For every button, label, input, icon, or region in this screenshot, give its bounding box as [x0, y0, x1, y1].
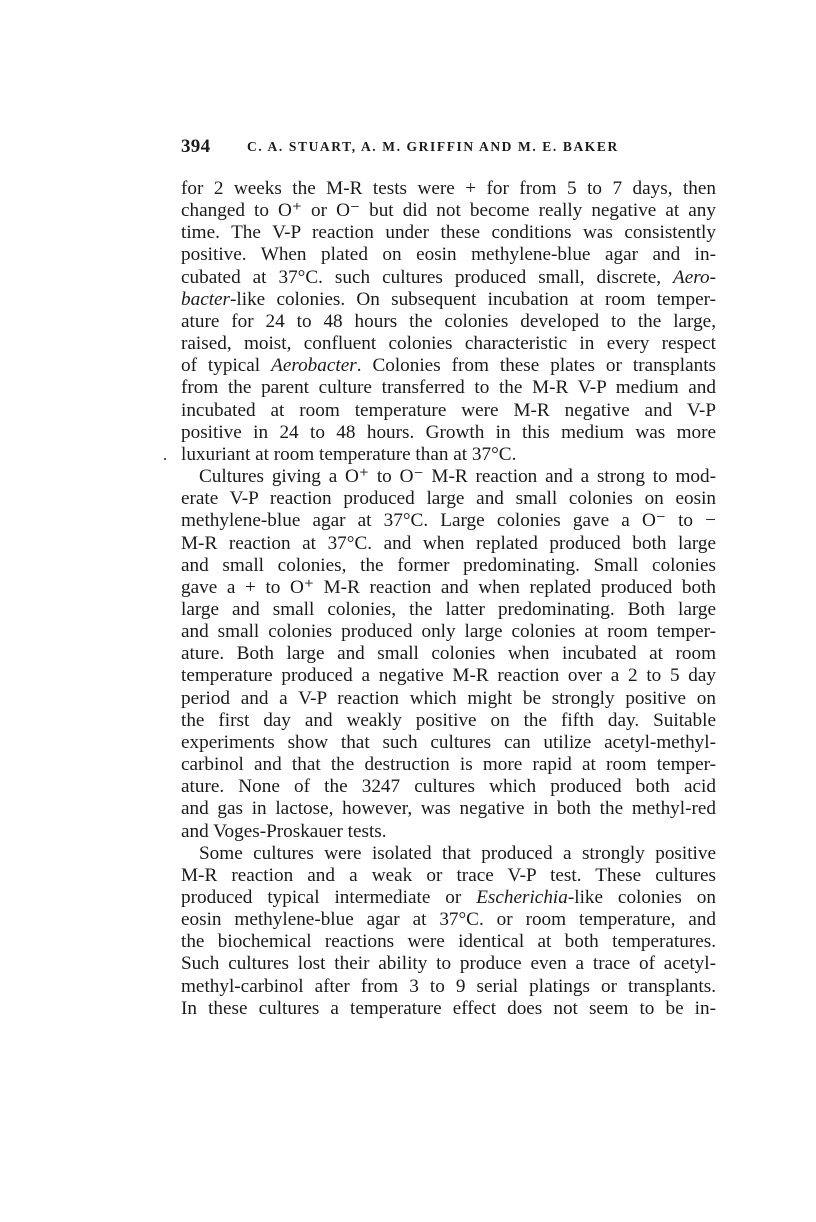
running-head-authors: C. A. STUART, A. M. GRIFFIN AND M. E. BAKER [247, 139, 619, 154]
paragraph-1 [181, 178, 716, 466]
paragraph-2 [181, 466, 716, 843]
text-line: positive. When plated on eosin methylene-blue agar and in- [181, 244, 716, 266]
text-line: methylene-blue agar at 37°C. Large colonies gave a O⁻ to − [181, 510, 716, 532]
text-line: and gas in lactose, however, was negative in both the methyl-red [181, 798, 716, 820]
text-line: the first day and weakly positive on the fifth day. Suitable [181, 709, 716, 731]
text-line: Some cultures were isolated that produced a strongly positive [199, 842, 716, 864]
text-line: M-R reaction and a weak or trace V-P test. These cultures [181, 864, 716, 886]
text-line: bacter-like colonies. On subsequent incubation at room temper- [181, 288, 716, 310]
text-line: and Voges-Proskauer tests. [181, 820, 387, 842]
text-line: raised, moist, confluent colonies characteristic in every respect [181, 333, 716, 355]
text-line: luxuriant at room temperature than at 37°C. [181, 443, 517, 465]
text-line: for 2 weeks the M-R tests were + for from 5 to 7 days, then [181, 178, 716, 199]
text-line: gave a + to O⁺ M-R reaction and when replated produced both [181, 576, 716, 598]
text-line: experiments show that such cultures can utilize acetyl-methyl- [181, 731, 716, 753]
page-header [181, 136, 651, 160]
text-line: and small colonies produced only large colonies at room temper- [181, 621, 716, 643]
text-line: of typical Aerobacter. Colonies from these plates or transplants [181, 355, 716, 377]
page-number: 394 [181, 136, 211, 157]
text-line: the biochemical reactions were identical at both temperatures. [181, 931, 716, 953]
body-text [181, 178, 716, 1020]
text-line: ature. Both large and small colonies when incubated at room [181, 643, 716, 665]
text-line: cubated at 37°C. such cultures produced small, discrete, Aero- [181, 266, 716, 288]
text-line: incubated at room temperature were M-R negative and V-P [181, 399, 716, 421]
text-line: from the parent culture transferred to the M-R V-P medium and [181, 377, 716, 399]
text-line: changed to O⁺ or O⁻ but did not become really negative at any [181, 200, 716, 222]
text-line: large and small colonies, the latter predominating. Both large [181, 598, 716, 620]
text-line: ature. None of the 3247 cultures which produced both acid [181, 776, 716, 798]
margin-speck [164, 458, 166, 460]
text-line: Such cultures lost their ability to produce even a trace of acetyl- [181, 953, 716, 975]
text-line: carbinol and that the destruction is more rapid at room temper- [181, 754, 716, 776]
text-line: period and a V-P reaction which might be strongly positive on [181, 687, 716, 709]
text-line: Cultures giving a O⁺ to O⁻ M-R reaction and a strong to mod- [199, 466, 716, 488]
text-line: and small colonies, the former predominating. Small colonies [181, 554, 716, 576]
text-line: positive in 24 to 48 hours. Growth in this medium was more [181, 421, 716, 443]
text-line: erate V-P reaction produced large and small colonies on eosin [181, 488, 716, 510]
text-line: produced typical intermediate or Escherichia-like colonies on [181, 887, 716, 908]
text-line: methyl-carbinol after from 3 to 9 serial platings or transplants. [181, 975, 716, 997]
text-line: M-R reaction at 37°C. and when replated produced both large [181, 532, 716, 554]
paragraph-3 [181, 843, 716, 1020]
text-line: time. The V-P reaction under these conditions was consistently [181, 222, 716, 244]
text-line: In these cultures a temperature effect does not seem to be in- [181, 997, 716, 1019]
text-line: ature for 24 to 48 hours the colonies developed to the large, [181, 310, 716, 332]
text-line: eosin methylene-blue agar at 37°C. or room temperature, and [181, 909, 716, 931]
text-line: temperature produced a negative M-R reaction over a 2 to 5 day [181, 665, 716, 687]
